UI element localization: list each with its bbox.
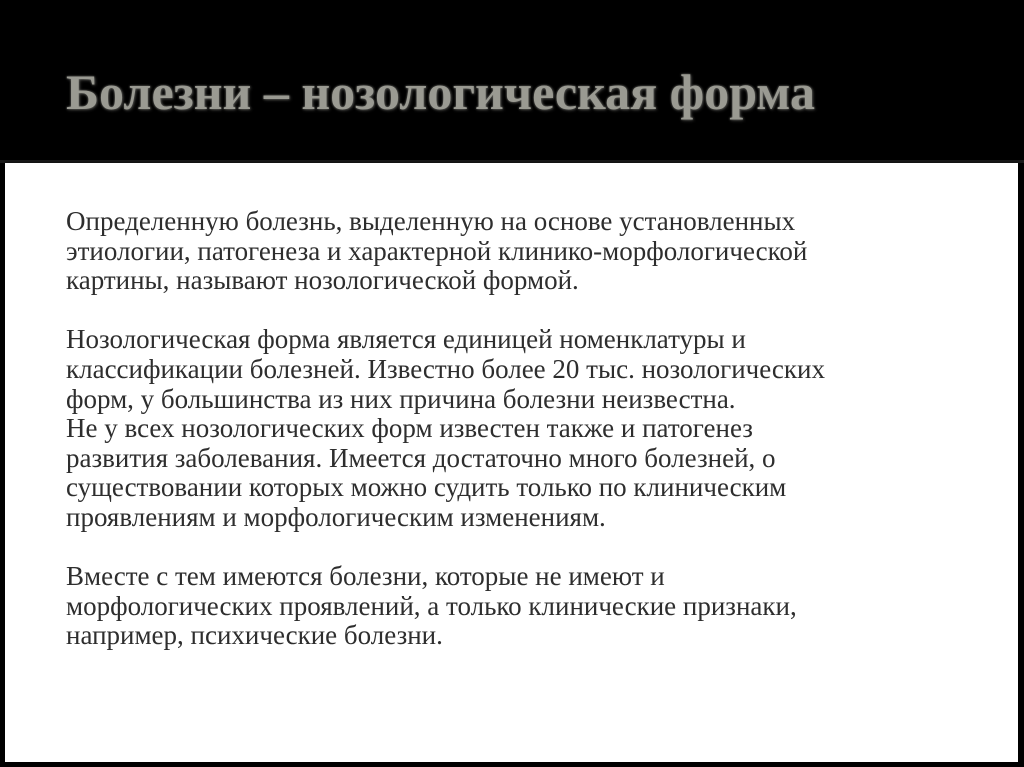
slide-title: Болезни – нозологическая форма bbox=[66, 64, 816, 120]
title-band bbox=[0, 0, 1024, 160]
paragraph-nomenclature: Нозологическая форма является единицей номенклатуры и классификации болезней. Известно более 20 тыс. нозологических форм, у большинства из них причина болезни неизвестна. Не у всех нозологических форм известен также и патогенез развития заболевания. Имеется достаточно много болезней, о существовании которых можно судить только по клиническим проявлениям и морфологическим изменениям. bbox=[66, 324, 825, 532]
paragraph-psychic-diseases: Вместе с тем имеются болезни, которые не имеют и морфологических проявлений, а только клинические признаки, например, психические болезни. bbox=[66, 561, 797, 651]
paragraph-definition: Определенную болезнь, выделенную на основе установленных этиологии, патогенеза и характерной клинико-морфологической картины, называют нозологической формой. bbox=[66, 206, 808, 296]
paragraph-gap bbox=[66, 296, 986, 326]
paragraph-gap bbox=[66, 533, 986, 563]
body-text bbox=[66, 207, 986, 651]
